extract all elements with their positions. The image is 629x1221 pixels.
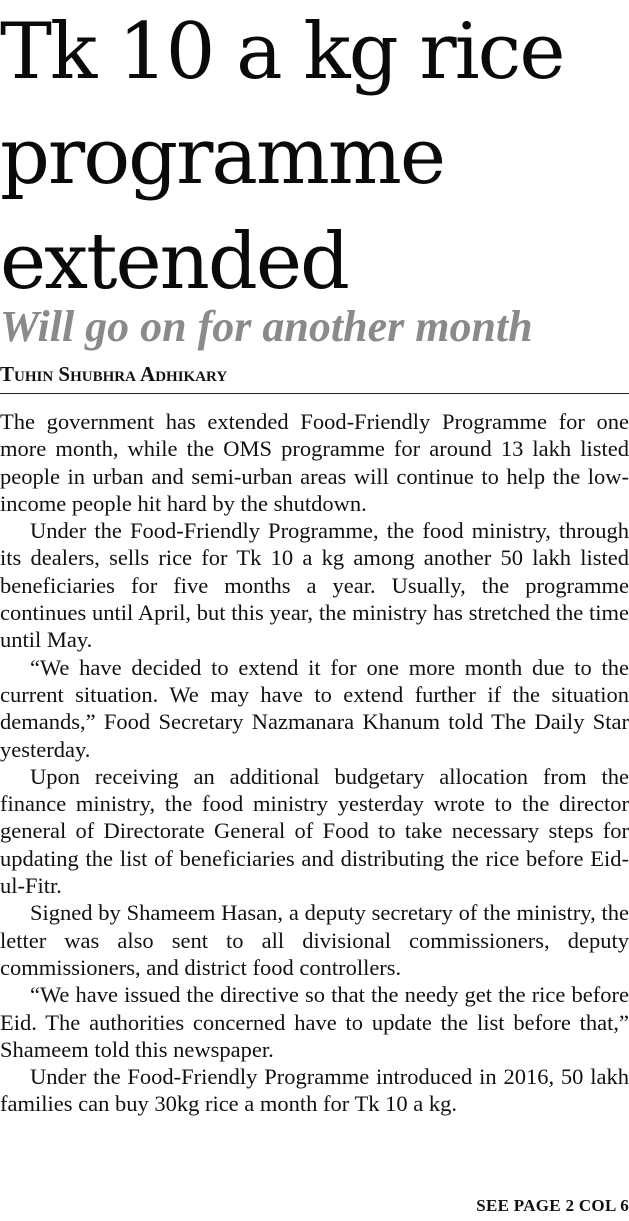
byline-divider (0, 393, 629, 394)
byline: Tuhin Shubhra Adhikary (0, 362, 228, 386)
paragraph-1: The government has extended Food-Friendly Programme for one more month, while the OMS programme for around 13 lakh listed people in urban and semi-urban areas will continue to help the low-income people hit hard by the shutdown. (0, 409, 629, 516)
paragraph-3: “We have decided to extend it for one more month due to the current situation. We may have to extend further if the situation demands,” Food Secretary Nazmanara Khanum told The Daily Star yesterday. (0, 654, 629, 762)
headline: Tk 10 a kg rice programme extended (0, 7, 564, 307)
article-body (0, 408, 629, 1118)
subheadline: Will go on for another month (0, 302, 533, 351)
continuation-jump-link: SEE PAGE 2 COL 6 (476, 1196, 629, 1215)
paragraph-7: Under the Food-Friendly Programme introduced in 2016, 50 lakh families can buy 30kg rice a month for Tk 10 a kg. (0, 1064, 629, 1117)
paragraph-4: Upon receiving an additional budgetary allocation from the finance ministry, the food ministry yesterday wrote to the director general of Directorate General of Food to take necessary steps for updating the list of beneficiaries and distributing the rice before Eid-ul-Fitr. (0, 763, 629, 899)
paragraph-2: Under the Food-Friendly Programme, the food ministry, through its dealers, sells rice for Tk 10 a kg among another 50 lakh listed beneficiaries for five months a year. Usually, the programme continues until April, but this year, the ministry has stretched the time until May. (0, 518, 629, 653)
paragraph-5: Signed by Shameem Hasan, a deputy secretary of the ministry, the letter was also sent to all divisional commissioners, deputy commissioners, and district food controllers. (0, 900, 629, 980)
paragraph-6: “We have issued the directive so that the needy get the rice before Eid. The authorities concerned have to update the list before that,” Shameem told this newspaper. (0, 982, 629, 1062)
